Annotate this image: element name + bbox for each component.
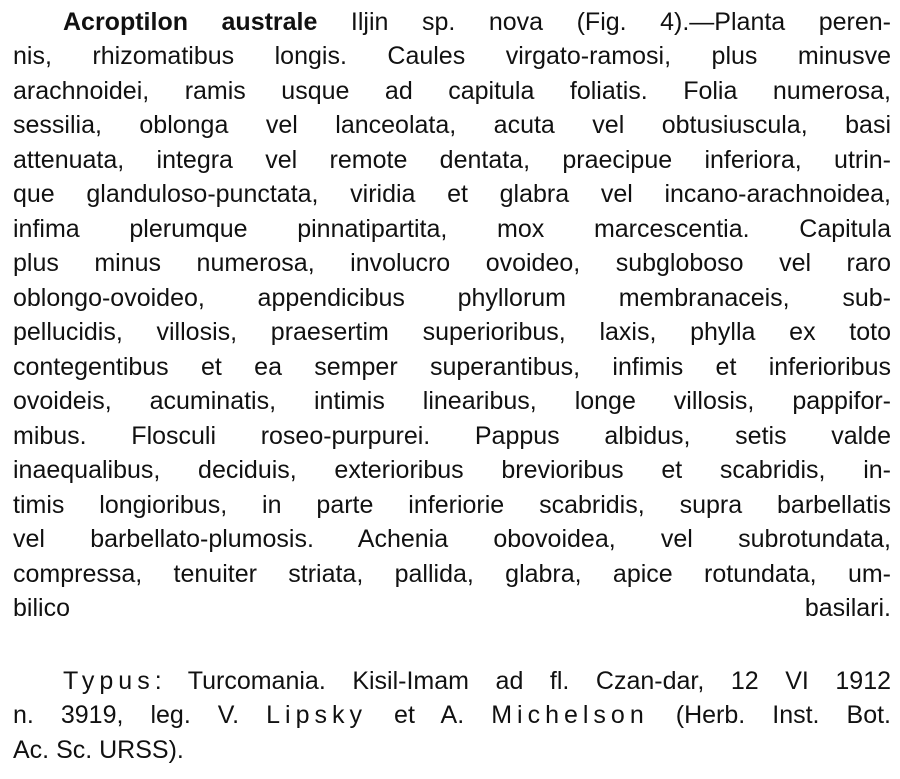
typus-line-3: Ac. Sc. URSS). (13, 736, 184, 764)
typus-locality: : Turcomania. Kisil-Imam ad fl. Czan-dar, 12 VI 1912 (154, 667, 891, 695)
description-line-11: contegentibus et ea semper superantibus, infimis et inferioribus (13, 353, 891, 381)
typus-connector: et A. (367, 701, 492, 729)
description-line-6: que glanduloso-punctata, viridia et glabra vel incano-arachnoidea, (13, 180, 891, 208)
collector-michelson: Michelson (491, 701, 649, 729)
description-line-5: attenuata, integra vel remote dentata, praecipue inferiora, utrin- (13, 146, 891, 174)
description-line-10: pellucidis, villosis, praesertim superioribus, laxis, phylla ex toto (13, 318, 891, 346)
description-line-9: oblongo-ovoideo, appendicibus phyllorum membranaceis, sub- (13, 284, 891, 312)
description-line-16: vel barbellato-plumosis. Achenia obovoidea, vel subrotundata, (13, 525, 891, 553)
description-line-12: ovoideis, acuminatis, intimis linearibus, longe villosis, pappifor- (13, 387, 891, 415)
description-line-18: bilico basilari. (13, 594, 891, 622)
typus-herbarium: (Herb. Inst. Bot. (648, 701, 891, 729)
description-line-14: inaequalibus, deciduis, exterioribus brevioribus et scabridis, in- (13, 456, 891, 484)
typus-label: Typus (63, 667, 155, 695)
description-line-17: compressa, tenuiter striata, pallida, glabra, apice rotundata, um- (13, 560, 891, 588)
description-line-8: plus minus numerosa, involucro ovoideo, subgloboso vel raro (13, 249, 891, 277)
collector-lipsky: Lipsky (266, 701, 368, 729)
description-line-7: infima plerumque pinnatipartita, mox marcescentia. Capitula (13, 215, 891, 243)
description-line-3: arachnoidei, ramis usque ad capitula foliatis. Folia numerosa, (13, 77, 891, 105)
typus-line-2 (13, 698, 891, 732)
description-line-4: sessilia, oblonga vel lanceolata, acuta vel obtusiuscula, basi (13, 111, 891, 139)
typus-line-1 (63, 664, 891, 698)
typus-number: n. 3919, leg. V. (13, 701, 267, 729)
description-line-1-text: Iljin sp. nova (Fig. 4).—Planta peren- (317, 8, 891, 36)
description-line-2: nis, rhizomatibus longis. Caules virgato-ramosi, plus minusve (13, 42, 891, 70)
description-line-1 (63, 5, 891, 39)
description-line-15: timis longioribus, in parte inferiorie scabridis, supra barbellatis (13, 491, 891, 519)
description-line-19 (13, 626, 891, 660)
species-name: Acroptilon australe (63, 8, 318, 36)
description-line-13: mibus. Flosculi roseo-purpurei. Pappus albidus, setis valde (13, 422, 891, 450)
